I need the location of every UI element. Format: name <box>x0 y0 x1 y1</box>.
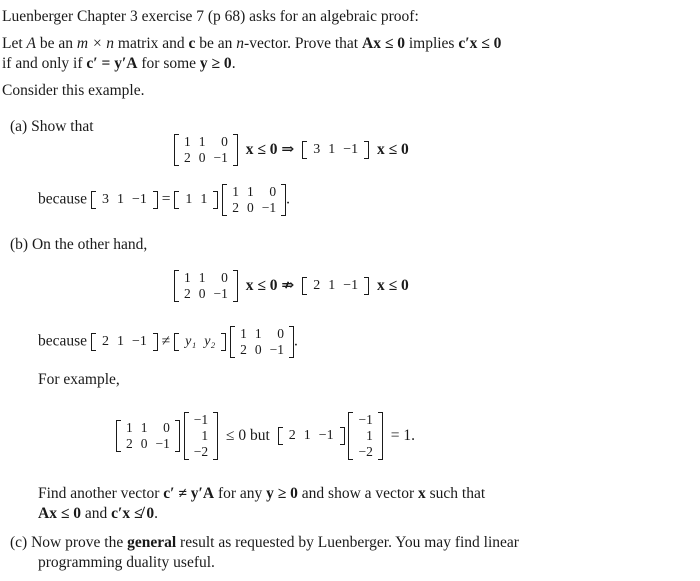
equation-b-example: 1 1 0 2 0 −1 −1 1 −2 ≤ 0 but 2 1 −1 −1 1 −2 = 1. <box>116 412 419 460</box>
column-vector-x: −1 1 −2 <box>348 412 382 460</box>
find-line-2: Ax ≤ 0 and c′x ≰ 0. <box>38 505 158 522</box>
header-line <box>2 6 419 28</box>
statement-line-2: if and only if c′ = y′A for some y ≥ 0. <box>2 55 236 72</box>
column-vector-x: −1 1 −2 <box>184 412 218 460</box>
part-c-line-1: (c) Now prove the general result as requested by Luenberger. You may find linear <box>10 534 519 551</box>
row-vector-c: 2 1 −1 <box>278 427 345 445</box>
matrix-A: 1 1 0 2 0 −1 <box>230 326 294 358</box>
matrix-A: 1 1 0 2 0 −1 <box>222 184 286 216</box>
row-vector-c: 2 1 −1 <box>91 333 158 351</box>
part-b-label: (b) On the other hand, <box>10 236 148 253</box>
matrix-A: 1 1 0 2 0 −1 <box>116 420 180 452</box>
matrix-A: 1 1 0 2 0 −1 <box>174 134 238 166</box>
equation-b-nonimplication: 1 1 0 2 0 −1 x ≤ 0 ⇏ 2 1 −1 x ≤ 0 <box>174 270 413 302</box>
row-vector-c: 3 1 −1 <box>91 191 158 209</box>
equation-a-because: because 3 1 −1 = 1 1 1 1 0 2 0 −1 . <box>38 184 290 215</box>
row-vector-c: 3 1 −1 <box>302 141 369 159</box>
consider-text: Consider this example. <box>2 82 145 99</box>
find-line-1: Find another vector c′ ≠ y′A for any y ≥ 0 and show a vector x such that <box>38 485 486 502</box>
matrix-A: 1 1 0 2 0 −1 <box>174 270 238 302</box>
part-a-label: (a) Show that <box>10 118 94 135</box>
for-example-text: For example, <box>38 371 120 388</box>
header-text: Luenberger Chapter 3 exercise 7 (p 68) asks for an algebraic proof: <box>2 8 419 25</box>
equation-a-implication: 1 1 0 2 0 −1 x ≤ 0 ⇒ 3 1 −1 x ≤ 0 <box>174 134 413 166</box>
row-vector-y: 1 1 <box>174 191 218 209</box>
part-c-line-2: programming duality useful. <box>38 554 215 571</box>
equation-b-because: because 2 1 −1 ≠ y₁ y₂ 1 1 0 2 0 −1 . <box>38 326 298 357</box>
statement-line-1: Let A be an m × n matrix and c be an n-vector. Prove that Ax ≤ 0 implies c′x ≤ 0 <box>2 35 502 52</box>
row-vector-c: 2 1 −1 <box>302 277 369 295</box>
row-vector-y: y₁ y₂ <box>174 333 226 351</box>
